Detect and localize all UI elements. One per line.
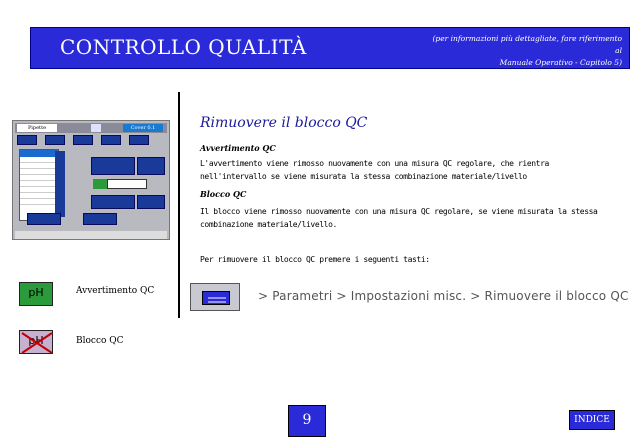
qc-warning-text-line2: nell'intervallo se viene misurata la stessa combinazione materiale/livello (200, 172, 527, 181)
device-button (129, 135, 149, 145)
subheading-qc-warning: Avvertimento QC (200, 143, 276, 153)
qc-warning-label: Avvertimento QC (76, 286, 155, 296)
settings-key-icon-inner (202, 291, 230, 305)
device-input-box (107, 179, 147, 189)
qc-block-cross-icon (20, 331, 54, 355)
instruction-text: Per rimuovere il blocco QC premere i seguenti tasti: (200, 255, 430, 264)
qc-block-icon-text: pH (28, 334, 44, 347)
device-tab-icon (91, 124, 101, 132)
device-list-panel (19, 149, 59, 221)
qc-warning-icon (19, 282, 53, 306)
page-title: CONTROLLO QUALITÀ (60, 35, 307, 59)
device-button (101, 135, 121, 145)
qc-warning-text-line1: L'avvertimento viene rimosso nuovamente con una misura QC regolare, che rientra (200, 159, 549, 168)
manual-reference-line2: Manuale Operativo - Capitolo 5) (499, 58, 622, 67)
section-title: Rimuovere il blocco QC (200, 115, 368, 131)
settings-sliders-icon (203, 293, 231, 307)
subheading-qc-block: Blocco QC (200, 189, 247, 199)
qc-block-icon (19, 330, 53, 354)
page-number: 9 (288, 405, 326, 437)
device-green-indicator (93, 179, 107, 189)
device-scrollbar (55, 151, 65, 217)
device-tab-right: Cover 0.1 (123, 124, 163, 132)
device-tab-left: Pipette (17, 124, 57, 132)
qc-block-text-line2: combinazione materiale/livello. (200, 220, 337, 229)
device-status-bar (15, 231, 167, 239)
device-button-row (15, 135, 167, 145)
manual-reference-line1: (per informazioni più dettagliate, fare riferimento al (432, 34, 622, 55)
device-button-large (91, 195, 135, 209)
device-screenshot (12, 120, 170, 240)
manual-reference-note (432, 33, 630, 69)
device-button (73, 135, 93, 145)
device-button (17, 135, 37, 145)
settings-key-icon (190, 283, 240, 311)
device-top-bar (15, 123, 167, 133)
device-button-large (137, 195, 165, 209)
device-button-large (83, 213, 117, 225)
navigation-path: > Parametri > Impostazioni misc. > Rimuovere il blocco QC (258, 289, 629, 303)
qc-warning-icon-text: pH (28, 286, 44, 299)
vertical-divider (178, 92, 180, 318)
device-button (45, 135, 65, 145)
device-button-large (91, 157, 135, 175)
qc-block-label: Blocco QC (76, 336, 124, 346)
device-list-row (20, 199, 58, 205)
device-list-header (20, 150, 58, 157)
device-button-large (137, 157, 165, 175)
qc-block-text (200, 205, 597, 231)
device-button-large (27, 213, 61, 225)
qc-block-text-line1: Il blocco viene rimosso nuovamente con una misura QC regolare, se viene misurata la stessa (200, 207, 598, 216)
index-button[interactable]: INDICE (569, 410, 615, 430)
qc-warning-text (200, 157, 549, 183)
